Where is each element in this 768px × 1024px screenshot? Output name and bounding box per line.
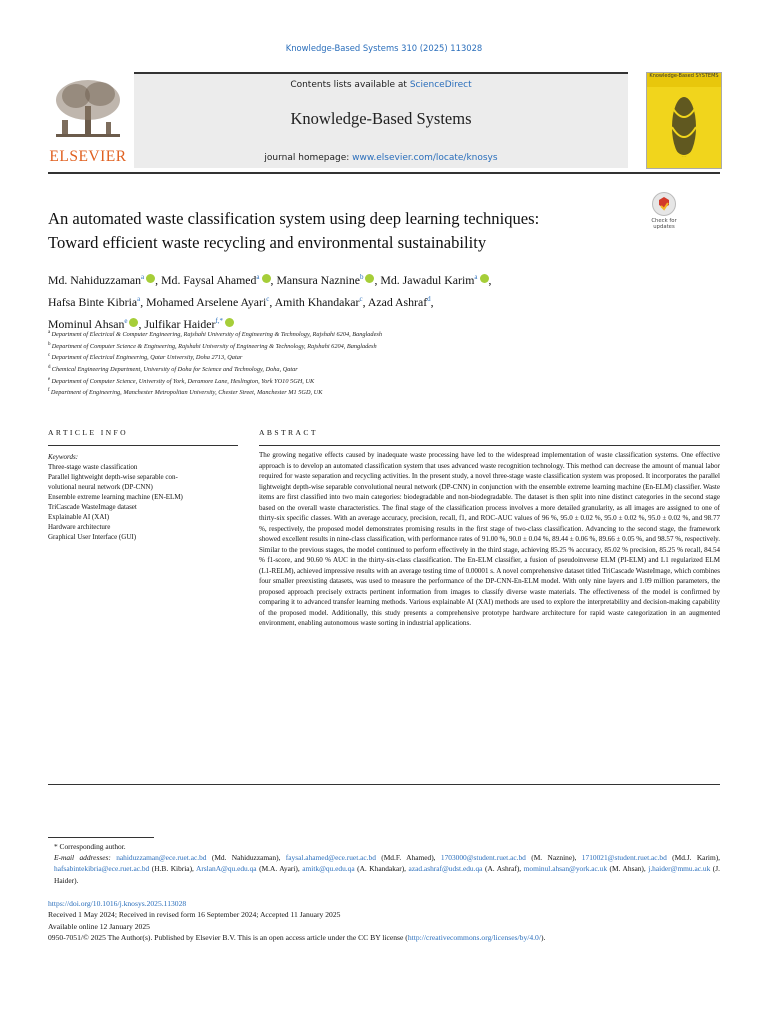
contents-line bbox=[134, 80, 628, 90]
abstract-heading: ABSTRACT bbox=[259, 428, 318, 437]
license-line bbox=[48, 932, 720, 943]
email-owner: (M. Naznine), bbox=[525, 853, 582, 863]
author-list: Md. Nahiduzzaman$^a$ , Md. Faysal Ahamed$^a$ , Mansura Naznine$^b$ , Md. Jawadul Karim$^a$ , Hafsa Binte Kibria$^a$, Mohamed Arselene Ayari$^c$, Amith Khandakar$^c$, Azad Ashraf$^d$, Mominul Ahsan$^e$ , Julfikar Haider$^{f,*}$ bbox=[48, 272, 492, 331]
keyword-item: Three-stage waste classification bbox=[48, 463, 138, 471]
keyword-item: Hardware architecture bbox=[48, 523, 111, 531]
check-updates-icon bbox=[652, 192, 676, 216]
keyword-item: volutional neural network (DP-CNN) bbox=[48, 483, 153, 491]
author-name[interactable]: Amith Khandakar bbox=[274, 294, 360, 309]
author-name[interactable]: Hafsa Binte Kibria bbox=[48, 294, 138, 309]
author-affiliation-marker[interactable]: f,* bbox=[215, 316, 224, 325]
author-name[interactable]: Md. Faysal Ahamed bbox=[161, 272, 257, 287]
license-suffix: ). bbox=[540, 933, 546, 943]
orcid-icon[interactable] bbox=[365, 274, 374, 283]
email-owner: (Md.J. Karim), bbox=[666, 853, 721, 863]
orcid-icon[interactable] bbox=[225, 318, 234, 327]
affiliation-marker: a bbox=[48, 330, 52, 335]
elsevier-tree-icon bbox=[52, 76, 124, 140]
keyword-item: Graphical User Interface (GUI) bbox=[48, 533, 137, 541]
orcid-icon[interactable] bbox=[129, 318, 138, 327]
affiliation-text: Department of Engineering, Manchester Metropolitan University, Chester Street, Manchester M1 5GD, UK bbox=[50, 389, 323, 397]
email-link[interactable]: j.haider@mmu.ac.uk bbox=[648, 864, 711, 874]
email-addresses bbox=[48, 852, 720, 886]
email-link[interactable]: mominul.ahsan@york.ac.uk bbox=[523, 864, 608, 874]
journal-title[interactable]: Knowledge-Based Systems bbox=[290, 109, 472, 128]
doi-link[interactable]: https://doi.org/10.1016/j.knosys.2025.113028 bbox=[48, 899, 187, 908]
cover-art-icon bbox=[647, 87, 721, 168]
email-owner: (M. Ahsan), bbox=[607, 864, 649, 874]
journal-masthead bbox=[134, 72, 628, 168]
masthead-divider bbox=[48, 172, 720, 174]
article-info-heading: ARTICLE INFO bbox=[48, 428, 129, 437]
keyword-item: Ensemble extreme learning machine (EN-ELM) bbox=[48, 493, 183, 501]
author-affiliation-marker[interactable]: b bbox=[359, 273, 364, 281]
affiliation-item bbox=[48, 351, 708, 363]
affiliation-item bbox=[48, 363, 708, 375]
keyword-item: Parallel lightweight depth-wise separable con- bbox=[48, 473, 178, 481]
author-name[interactable]: Mohamed Arselene Ayari bbox=[146, 294, 267, 309]
corresponding-author-note: * Corresponding author. bbox=[54, 842, 126, 851]
author-affiliation-marker[interactable]: c bbox=[266, 294, 270, 303]
abstract-rule bbox=[259, 445, 720, 446]
keyword-item: Explainable AI (XAI) bbox=[48, 513, 110, 521]
email-link[interactable]: amitk@qu.edu.qa bbox=[302, 864, 355, 874]
available-online: Available online 12 January 2025 bbox=[48, 921, 150, 931]
orcid-icon[interactable] bbox=[262, 274, 271, 283]
affiliation-marker: c bbox=[48, 353, 52, 359]
email-owner: (A. Ashraf), bbox=[482, 864, 524, 874]
publisher-logo-text: ELSEVIER bbox=[49, 148, 127, 165]
footnotes bbox=[48, 841, 720, 886]
keywords-block bbox=[48, 452, 238, 542]
affiliation-item bbox=[48, 328, 708, 340]
email-link[interactable]: nahiduzzaman@ece.ruet.ac.bd bbox=[116, 853, 207, 863]
affiliation-text: Department of Electrical & Computer Engineering, Rajshahi University of Engineering & Technology, Rajshahi 6204, Bangladesh bbox=[51, 331, 382, 339]
cover-title: Knowledge-Based SYSTEMS bbox=[647, 73, 721, 87]
email-label: E-mail addresses: bbox=[54, 853, 117, 863]
received-dates: Received 1 May 2024; Received in revised form 16 September 2024; Accepted 11 January 2025 bbox=[48, 910, 341, 920]
author-name[interactable]: Md. Jawadul Karim bbox=[380, 272, 475, 287]
keywords-list bbox=[48, 462, 238, 542]
author-name[interactable]: Mansura Naznine bbox=[276, 272, 360, 287]
author-affiliation-marker[interactable]: a bbox=[256, 273, 260, 281]
abstract-text: The growing negative effects caused by inadequate waste processing have led to the widespread implementation of waste classification systems. One effective approach is to develop an automated classification system that uses advanced waste recognition technology. This method can decrease the amount of manual labor required for waste separation and recycling activities. In the present study, a novel three-stage waste classification system was proposed. It incorporates the parallel lightweight depth-wise separable convolutional neural network (DP-CNN) in conjunction with the ensemble extreme learning machine (En-ELM) classifier. Waste items are first classified into two main categories: biodegradable and non-biodegradable. The dataset is then split into nine distinct categories in the second stage based on the overall waste characteristics. The final stage of the classification process involves a more detailed granularity, as all images are assigned to one of thirty-six specific classes. With an average accuracy, precision, recall, f1, and ROC-AUC values of 96 %, 95.0 ± 0.02 %, 95.0 ± 0.02 %, 95.0 ± 0.02 %, and 98.77 %, respectively, the proposed model demonstrates promising results in the first stage of two-class classification. Advancing to the second stage, the framework showed excellent results in nine-class classification, with performance rates of 91.00 %, 90.0 ± 0.04 %, 89.44 ± 0.06 %, 89.66 ± 0.05 %, and 98.57 %, respectively. Similar to the previous stages, the model continued to perform effectively in the third stage, achieving 85.25 % accuracy, 85.02 % precision, 85.25 % recall, 84.54 % f1-score, and 90.60 % AUC in the thirty-six-class classification. The En-ELM classifier, a fusion of pseudoinverse ELM (PI-ELM) and L1 regularized ELM (L1-RELM), achieved impressive results with an average testing time of 0.00001 s. A novel comprehensive dataset titled TriCascade WasteImage, which combines four smaller preexisting datasets, was used to measure the performance of the DP-CNN-En-ELM model. With only nine layers and 1.09 million parameters, the proposed approach precisely extracts pertinent information from images to classify diverse waste materials. The effectiveness of the model is confirmed by comparing it to advanced transfer learning methods. Various explainable AI (XAI) methods are used to explore the interpretability and decision-making capability of the proposed model. Additionally, this study presents a comprehensive prototype hardware architecture for rapid waste categorization in an augmented environment, enabling autonomous waste sorting in industrial applications. bbox=[259, 451, 720, 627]
email-link[interactable]: 1710021@student.ruet.ac.bd bbox=[581, 853, 667, 863]
check-updates-label: Check for updates bbox=[651, 218, 677, 230]
author-affiliation-marker[interactable]: a bbox=[474, 273, 478, 281]
sciencedirect-link[interactable]: ScienceDirect bbox=[409, 80, 472, 90]
contents-prefix: Contents lists available at bbox=[290, 80, 410, 90]
author-affiliation-marker[interactable]: e bbox=[124, 316, 128, 325]
affiliation-item bbox=[48, 386, 708, 398]
affiliation-marker: f bbox=[48, 388, 51, 394]
orcid-icon[interactable] bbox=[480, 274, 489, 283]
author-name[interactable]: Azad Ashraf bbox=[367, 294, 428, 309]
author-name[interactable]: Mominul Ahsan bbox=[48, 316, 125, 331]
article-info-rule bbox=[48, 445, 238, 446]
footnote-rule bbox=[48, 837, 154, 838]
author-name[interactable]: Julfikar Haider bbox=[144, 316, 216, 331]
journal-citation[interactable]: Knowledge-Based Systems 310 (2025) 113028 bbox=[285, 43, 483, 53]
author-affiliation-marker[interactable]: c bbox=[359, 294, 363, 303]
homepage-link[interactable]: www.elsevier.com/locate/knosys bbox=[352, 153, 498, 163]
affiliation-text: Department of Electrical Engineering, Qatar University, Doha 2713, Qatar bbox=[51, 354, 243, 362]
journal-cover[interactable] bbox=[646, 72, 722, 169]
affiliation-text: Department of Computer Science & Engineering, Rajshahi University of Engineering & Technology, Rajshahi 6204, Bangladesh bbox=[51, 342, 377, 350]
affiliation-list bbox=[48, 328, 708, 398]
email-link[interactable]: hafsabintekibria@ece.ruet.ac.bd bbox=[54, 864, 150, 874]
email-owner: (Md.F. Ahamed), bbox=[375, 853, 441, 863]
check-for-updates-button[interactable] bbox=[646, 192, 682, 232]
email-link[interactable]: 1703000@student.ruet.ac.bd bbox=[440, 853, 526, 863]
publication-info bbox=[48, 898, 720, 944]
affiliation-marker: b bbox=[48, 341, 52, 347]
email-owner: (Md. Nahiduzzaman), bbox=[206, 853, 286, 863]
homepage-line bbox=[134, 153, 628, 163]
homepage-prefix: journal homepage: bbox=[264, 153, 353, 163]
email-owner: (J. Haider). bbox=[54, 864, 720, 885]
affiliation-marker: e bbox=[48, 376, 52, 382]
license-prefix: 0950-7051/© 2025 The Author(s). Published by Elsevier B.V. This is an open access article under the CC BY license ( bbox=[48, 933, 408, 943]
affiliation-item bbox=[48, 375, 708, 387]
affiliation-text: Department of Computer Science, University of York, Deramore Lane, Heslington, York YO10 5GH, UK bbox=[51, 377, 315, 385]
email-owner: (H.B. Kibria), bbox=[149, 864, 196, 874]
email-owner: (A. Khandakar), bbox=[354, 864, 409, 874]
email-owner: (M.A. Ayari), bbox=[256, 864, 303, 874]
affiliation-text: Chemical Engineering Department, University of Doha for Science and Technology, Doha, Qatar bbox=[51, 366, 298, 374]
email-link[interactable]: azad.ashraf@udst.edu.qa bbox=[408, 864, 483, 874]
affiliation-item bbox=[48, 340, 708, 352]
keyword-item: TriCascade WasteImage dataset bbox=[48, 503, 137, 511]
article-title bbox=[48, 207, 638, 255]
abstract-end-rule bbox=[48, 784, 720, 785]
orcid-icon[interactable] bbox=[146, 274, 155, 283]
license-link[interactable]: http://creativecommons.org/licenses/by/4.0/ bbox=[407, 933, 541, 943]
author-affiliation-marker[interactable]: a bbox=[137, 294, 141, 303]
title-line-1: An automated waste classification system using deep learning techniques: bbox=[48, 209, 540, 228]
keywords-label: Keywords: bbox=[48, 453, 79, 461]
email-link[interactable]: faysal.ahamed@ece.ruet.ac.bd bbox=[285, 853, 376, 863]
author-affiliation-marker[interactable]: d bbox=[427, 294, 431, 303]
affiliation-marker: d bbox=[48, 365, 52, 371]
author-affiliation-marker[interactable]: a bbox=[141, 273, 145, 281]
author-name[interactable]: Md. Nahiduzzaman bbox=[48, 272, 142, 287]
title-line-2: Toward efficient waste recycling and environmental sustainability bbox=[48, 233, 487, 252]
elsevier-logo[interactable] bbox=[48, 72, 128, 166]
email-link[interactable]: ArslanA@qu.edu.qa bbox=[196, 864, 257, 874]
